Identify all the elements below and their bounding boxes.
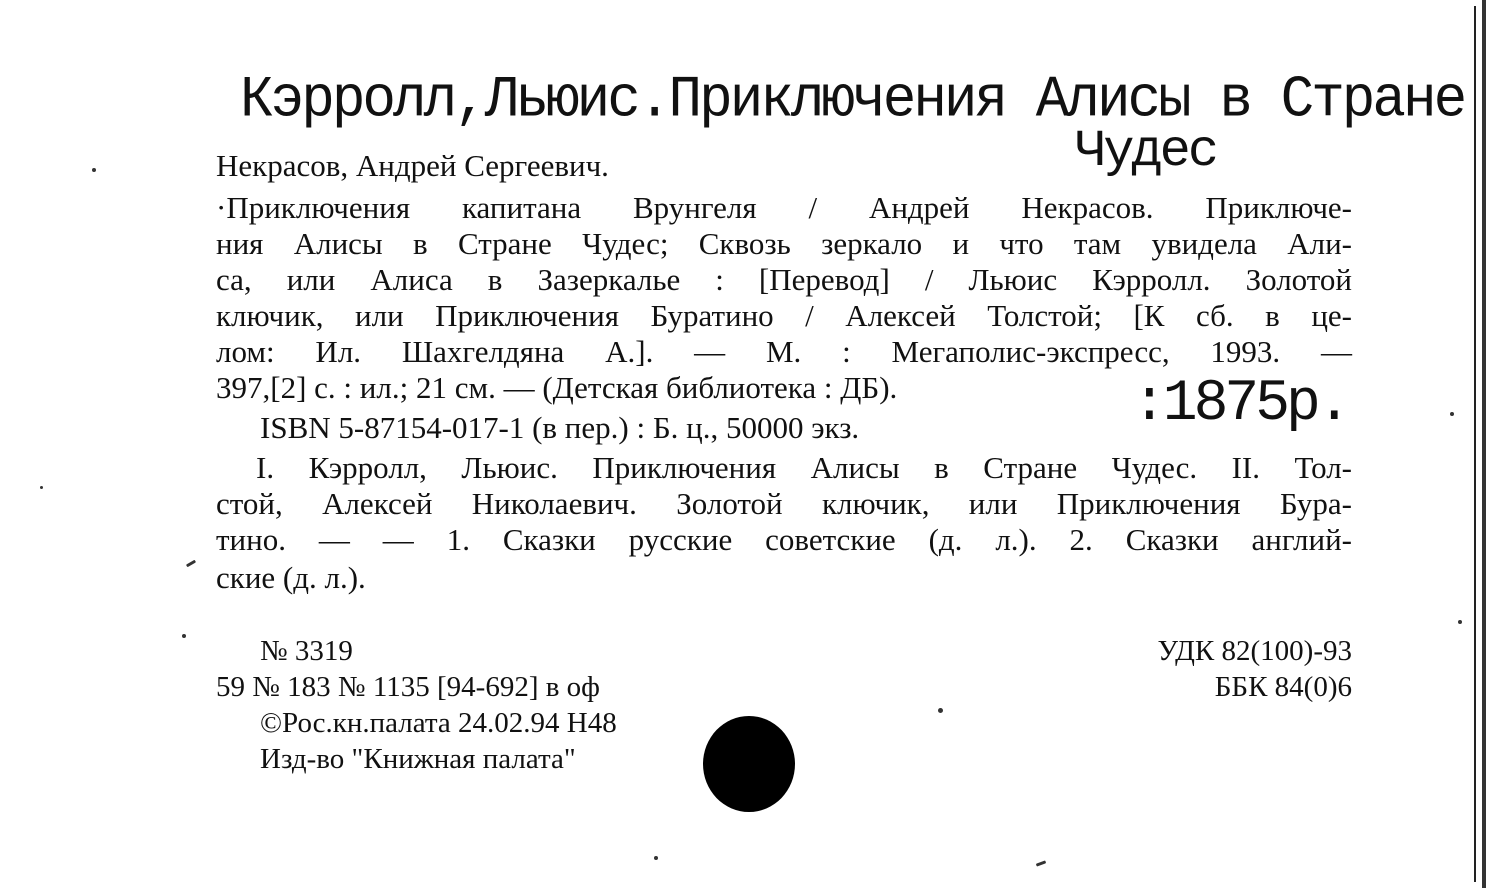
speck [654, 856, 658, 860]
isbn-line: ISBN 5-87154-017-1 (в пер.) : Б. ц., 50000 экз. [260, 410, 860, 445]
description-line: лом: Ил. Шахгелдяна А.]. — М. : Мегаполис-экспресс, 1993. — [216, 334, 1352, 369]
tracing-line: тино. — — 1. Сказки русские советские (д. л.). 2. Сказки англий- [216, 522, 1352, 557]
card-edge-shadow [1482, 0, 1486, 888]
speck [1450, 412, 1454, 416]
tracing-line: стой, Алексей Николаевич. Золотой ключик, или Приключения Бура- [216, 486, 1352, 521]
author-heading: Некрасов, Андрей Сергеевич. [216, 148, 609, 183]
speck [186, 560, 196, 568]
typed-price: :1875р. [1132, 372, 1348, 437]
description-line: са, или Алиса в Зазеркалье : [Перевод] / Льюис Кэрролл. Золотой [216, 262, 1352, 297]
description-line: ния Алисы в Стране Чудес; Сквозь зеркало и что там увидела Али- [216, 226, 1352, 261]
udk-code: УДК 82(100)-93 [1157, 635, 1352, 667]
speck [92, 168, 96, 172]
typed-title-continuation: Чудес [1075, 122, 1217, 181]
publisher-line: Изд-во "Книжная палата" [260, 743, 576, 775]
description-line: ·Приключения капитана Врунгеля / Андрей Некрасов. Приключе- [216, 190, 1352, 225]
speck [182, 634, 186, 638]
card-number: № 3319 [260, 635, 353, 667]
speck [1036, 860, 1046, 866]
description-line: ключик, или Приключения Буратино / Алексей Толстой; [К сб. в це- [216, 298, 1352, 333]
tracing-line: ские (д. л.). [216, 560, 366, 595]
speck [938, 708, 943, 713]
speck [40, 486, 43, 489]
card-edge-line [1474, 6, 1476, 882]
speck [1458, 620, 1462, 624]
punch-hole [703, 716, 795, 812]
bbk-code: ББК 84(0)6 [1214, 671, 1352, 703]
typed-title: Кэрролл,Льюис.Приключения Алисы в Стране [240, 66, 1465, 134]
register-line: 59 № 183 № 1135 [94-692] в оф [216, 671, 600, 703]
copyright-line: ©Рос.кн.палата 24.02.94 Н48 [260, 707, 617, 739]
description-line: 397,[2] с. : ил.; 21 см. — (Детская библиотека : ДБ). [216, 370, 898, 405]
tracing-line: I. Кэрролл, Льюис. Приключения Алисы в Стране Чудес. II. Тол- [256, 450, 1352, 485]
